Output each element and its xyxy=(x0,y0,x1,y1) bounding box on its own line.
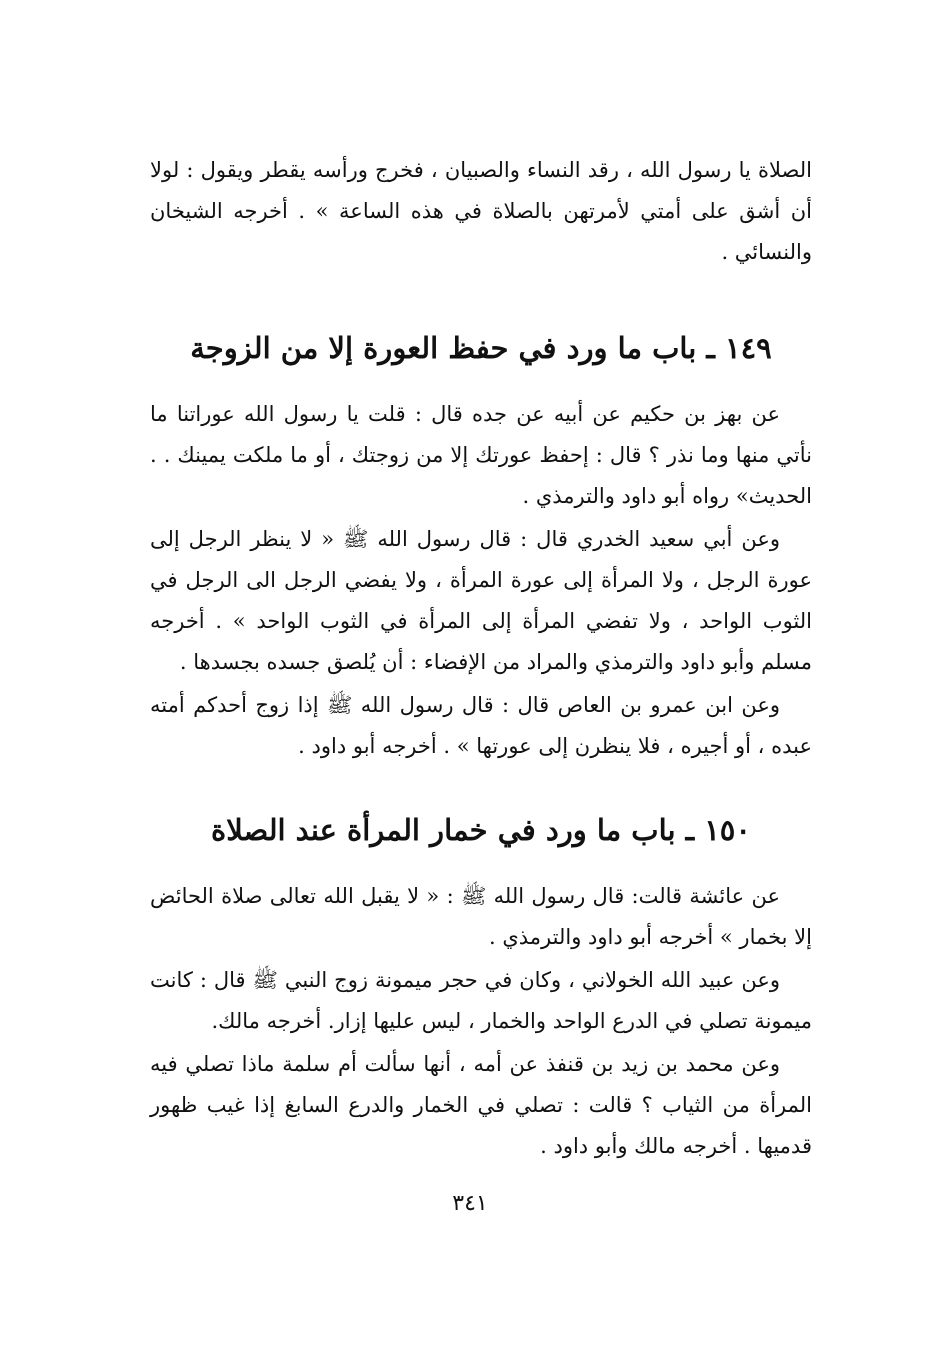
top-paragraph: الصلاة يا رسول الله ، رقد النساء والصبيان ، فخرج ورأسه يقطر ويقول : لولا أن أشق على أمتي لأمرتهن بالصلاة في هذه الساعة » . أخرجه الشيخان والنسائي . xyxy=(150,158,812,264)
section-149-paragraph-1: عن بهز بن حكيم عن أبيه عن جده قال : قلت يا رسول الله عوراتنا ما نأتي منها وما نذر ؟ قال : إحفظ عورتك إلا من زوجتك ، أو ما ملكت يمينك . . الحديث» رواه أبو داود والترمذي . xyxy=(150,402,812,508)
section-150-paragraph-3: وعن محمد بن زيد بن قنفذ عن أمه ، أنها سألت أم سلمة ماذا تصلي فيه المرأة من الثياب ؟ قالت : تصلي في الخمار والدرع السابغ إذا غيب ظهور قدميها . أخرجه مالك وأبو داود . xyxy=(150,1052,812,1158)
section-150-paragraph-1: عن عائشة قالت: قال رسول الله ﷺ : « لا يقبل الله تعالى صلاة الحائض إلا بخمار » أخرجه أبو داود والترمذي . xyxy=(150,884,812,949)
section-149-paragraph-2: وعن أبي سعيد الخدري قال : قال رسول الله ﷺ « لا ينظر الرجل إلى عورة الرجل ، ولا المرأة إلى عورة المرأة ، ولا يفضي الرجل الى الرجل في الثوب الواحد ، ولا تفضي المرأة إلى المرأة في الثوب الواحد » . أخرجه مسلم وأبو داود والترمذي والمراد من الإفضاء : أن يُلصق جسده بجسدها . xyxy=(150,527,812,674)
section-149-heading: ١٤٩ ـ باب ما ورد في حفظ العورة إلا من الزوجة xyxy=(190,331,772,365)
page-number: ٣٤١ xyxy=(452,1191,488,1216)
section-150-heading: ١٥٠ ـ باب ما ورد في خمار المرأة عند الصلاة xyxy=(211,813,751,847)
section-149-body xyxy=(150,394,812,769)
section-150-body xyxy=(150,876,812,1169)
top-paragraph-block xyxy=(150,150,812,275)
section-149-paragraph-3: وعن ابن عمرو بن العاص قال : قال رسول الله ﷺ إذا زوج أحدكم أمته عبده ، أو أجيره ، فلا ينظرن إلى عورتها » . أخرجه أبو داود . xyxy=(150,693,812,758)
section-150-paragraph-2: وعن عبيد الله الخولاني ، وكان في حجر ميمونة زوج النبي ﷺ قال : كانت ميمونة تصلي في الدرع الواحد والخمار ، ليس عليها إزار. أخرجه مالك. xyxy=(150,968,812,1033)
